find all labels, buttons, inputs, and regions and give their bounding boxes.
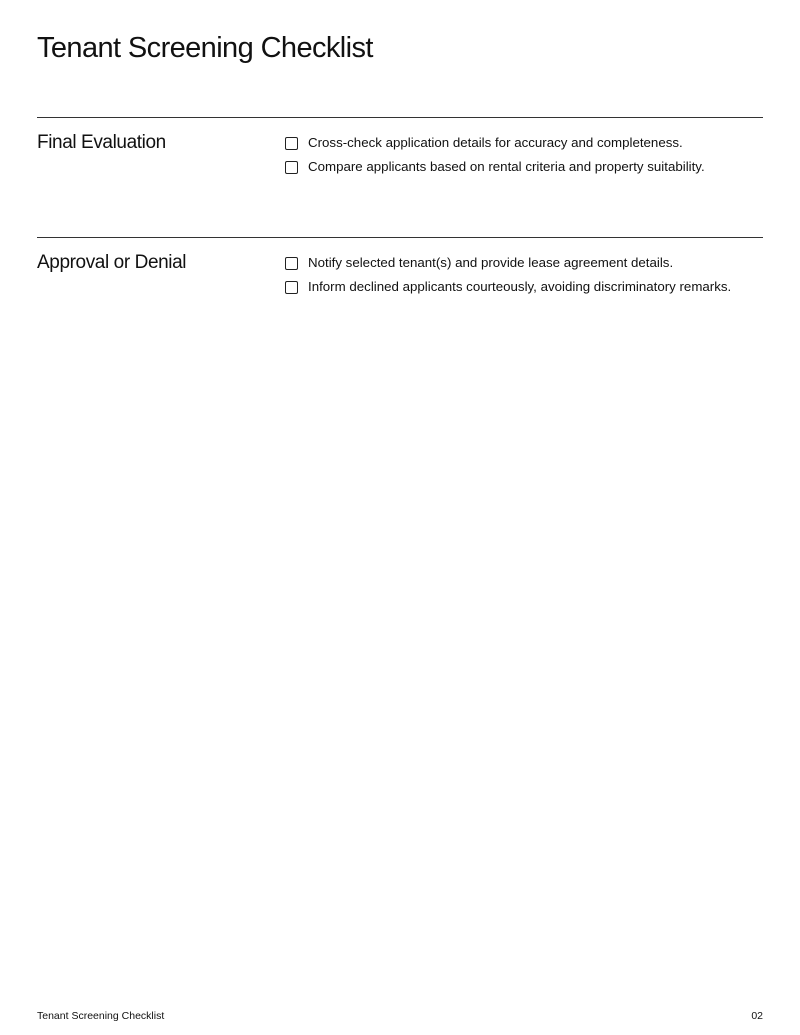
section-approval-or-denial xyxy=(37,237,763,358)
checklist-item[interactable] xyxy=(285,251,731,275)
checklist xyxy=(285,251,731,299)
checkbox[interactable] xyxy=(285,137,298,150)
page-title: Tenant Screening Checklist xyxy=(37,32,373,64)
checklist-item[interactable] xyxy=(285,131,705,155)
section-heading: Approval or Denial xyxy=(37,252,187,273)
checklist-item-text: Inform declined applicants courteously, avoiding discriminatory remarks. xyxy=(308,279,732,294)
checkbox[interactable] xyxy=(285,281,298,294)
checkbox[interactable] xyxy=(285,161,298,174)
checklist-item[interactable] xyxy=(285,155,705,179)
checklist xyxy=(285,131,705,179)
checklist-item[interactable] xyxy=(285,275,731,299)
footer-page-number: 02 xyxy=(751,1010,763,1022)
section-heading: Final Evaluation xyxy=(37,132,166,153)
checklist-item-text: Cross-check application details for accuracy and completeness. xyxy=(308,135,683,150)
footer-document-name: Tenant Screening Checklist xyxy=(37,1010,165,1022)
checklist-item-text: Notify selected tenant(s) and provide lease agreement details. xyxy=(308,255,674,270)
section-final-evaluation xyxy=(37,117,763,238)
checkbox[interactable] xyxy=(285,257,298,270)
checklist-item-text: Compare applicants based on rental criteria and property suitability. xyxy=(308,159,705,174)
